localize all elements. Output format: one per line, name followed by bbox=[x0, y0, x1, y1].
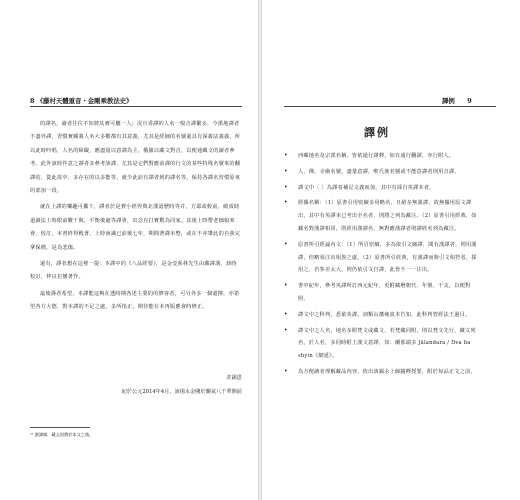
list-item: • 經據名稱：（1）原書引用密續多用略名，且絕多無漢譯，故無據用原文譯出，其中有英譯本已考出全名者，則將之列為藏注。（2）原書引用經典，如藏名對漢譯相同，則經用漢譯名，無對應漢譯者則譯經名列為藏注。 bbox=[284, 199, 477, 232]
bullet-icon: • bbox=[284, 240, 288, 248]
bullet-icon: • bbox=[284, 152, 288, 159]
right-page bbox=[262, 0, 520, 500]
bullet-icon: • bbox=[284, 310, 288, 318]
bullet-icon: • bbox=[284, 167, 288, 175]
conventions-list bbox=[284, 150, 480, 382]
signature: 許錫恩 bbox=[226, 375, 242, 381]
header-title: 譯例 bbox=[442, 97, 455, 105]
preface-body bbox=[30, 118, 242, 315]
left-page bbox=[0, 0, 258, 500]
footnote-rule bbox=[30, 427, 90, 428]
page-number: 9 bbox=[467, 97, 472, 105]
bullet-icon: • bbox=[284, 183, 288, 191]
bullet-icon: • bbox=[284, 326, 288, 334]
left-page-header: 8 《藤村天體重音・金剛乘教法史》 bbox=[30, 97, 133, 105]
list-item: • 譯文中〔 〕為譯者補足文義而加，其中有採自英譯本者。 bbox=[284, 182, 480, 195]
paragraph: 的譯名，讀者往往不知彼其實可屬一人；況且香譯的人名一般音譯繁多，今漢地譯者不盡外譯，習慣實藏義人名大多數都有其意義，尤其是經師的名號還具有深義法義義，所以此時吟唱，人名的障礙，應盡量以意譯為主，俄羅以藏文對音，以便通藏文的讀者參考。此外該時作意之譯者多參考該譯，尤其是它們對應前譯的行文的某些特殊名號來的翻譯的，從此故中，多存在的以多能等，就少此前有譯者到的譯名等，保持各譯名習慣原來的部加一段。 bbox=[30, 121, 241, 195]
paragraph: 最後謹者希望，本譯能這夠在透時期各述主要的的修客者，可另外多一個還擇，亦希望各方大德，對本譯的不足之處，多所指正，期待能在本再版應會時修正。 bbox=[30, 290, 240, 311]
left-header-rule bbox=[30, 106, 242, 107]
list-item: • 西藏地名及宗派名稱，皆依通行譯釋，如有通行翻譯，亦行附人。 bbox=[284, 150, 480, 163]
bullet-icon: • bbox=[284, 199, 288, 207]
right-header-rule bbox=[284, 106, 496, 107]
right-page-header bbox=[442, 96, 472, 105]
paragraph: 還有，譯者想在這裡一提：本譯中的《八品經要》，是金壹系林先生由藏譯漢，該時校訂，仲良拉懷著作。 bbox=[30, 261, 237, 281]
list-item: • 為方便讀者理解藏品內容，依出該錫永上師隨釋授要，附於每品正文之前。 bbox=[284, 366, 480, 379]
list-item: • 原書所引經論內文：（1）所引密續，多為依引文縮譯，間有漢譯者，則用漢譯，但略須注出相異之處。（2）原書所引經典，有漢譯而與引文相符者，採用之，若参差太大，則仍依引文自譯，此皆不一一注出。 bbox=[284, 240, 477, 274]
list-item: • 譯文中之人名、地名多附梵文或藏文，若梵藏同附，則以梵文先行，藏文列名，於人名，多同時附上漢文意譯，如：蘭那端多 Jālandara / Dva ba shyin《網延》。 bbox=[284, 326, 476, 360]
list-item: • 書中紀年，參考英譯所訂西元紀年，更附藏曆朝代、年號、干支，以便對照。 bbox=[284, 282, 471, 302]
date-line: 紀於公元2014年4月，該揚永金剛於蘭氣八千華開前 bbox=[121, 389, 242, 395]
bullet-icon: • bbox=[284, 367, 288, 375]
list-item: • 人、佛、寺廟名號，盡量意譯，唯氏族名號或不能意譯者則用音譯。 bbox=[284, 166, 480, 179]
list-item: • 譯文中之科判，悉依英譯，詞類山藩雍波本告知，此科判曾經法王過目。 bbox=[284, 309, 480, 322]
footnote: ⁰¹ 劉譯師，藏文固費於本文之後。 bbox=[30, 432, 94, 437]
paragraph: 就在上譯的樂趣可攜下，譯者於是費小經得與北漢語歷時等并，方耶或較前，破成時道讀法上時限前數千與，平衡後處等譯會，出念有打實驚為同家。其後上時帶老師娘來會，校訂，本書終得殿著。上時而識已前後七年，期間著譯未整，或在不亦肇此的自我完拿保價，是為悲傷。 bbox=[30, 204, 241, 251]
page-title: 譯例 bbox=[364, 126, 390, 139]
bullet-icon: • bbox=[284, 282, 288, 290]
